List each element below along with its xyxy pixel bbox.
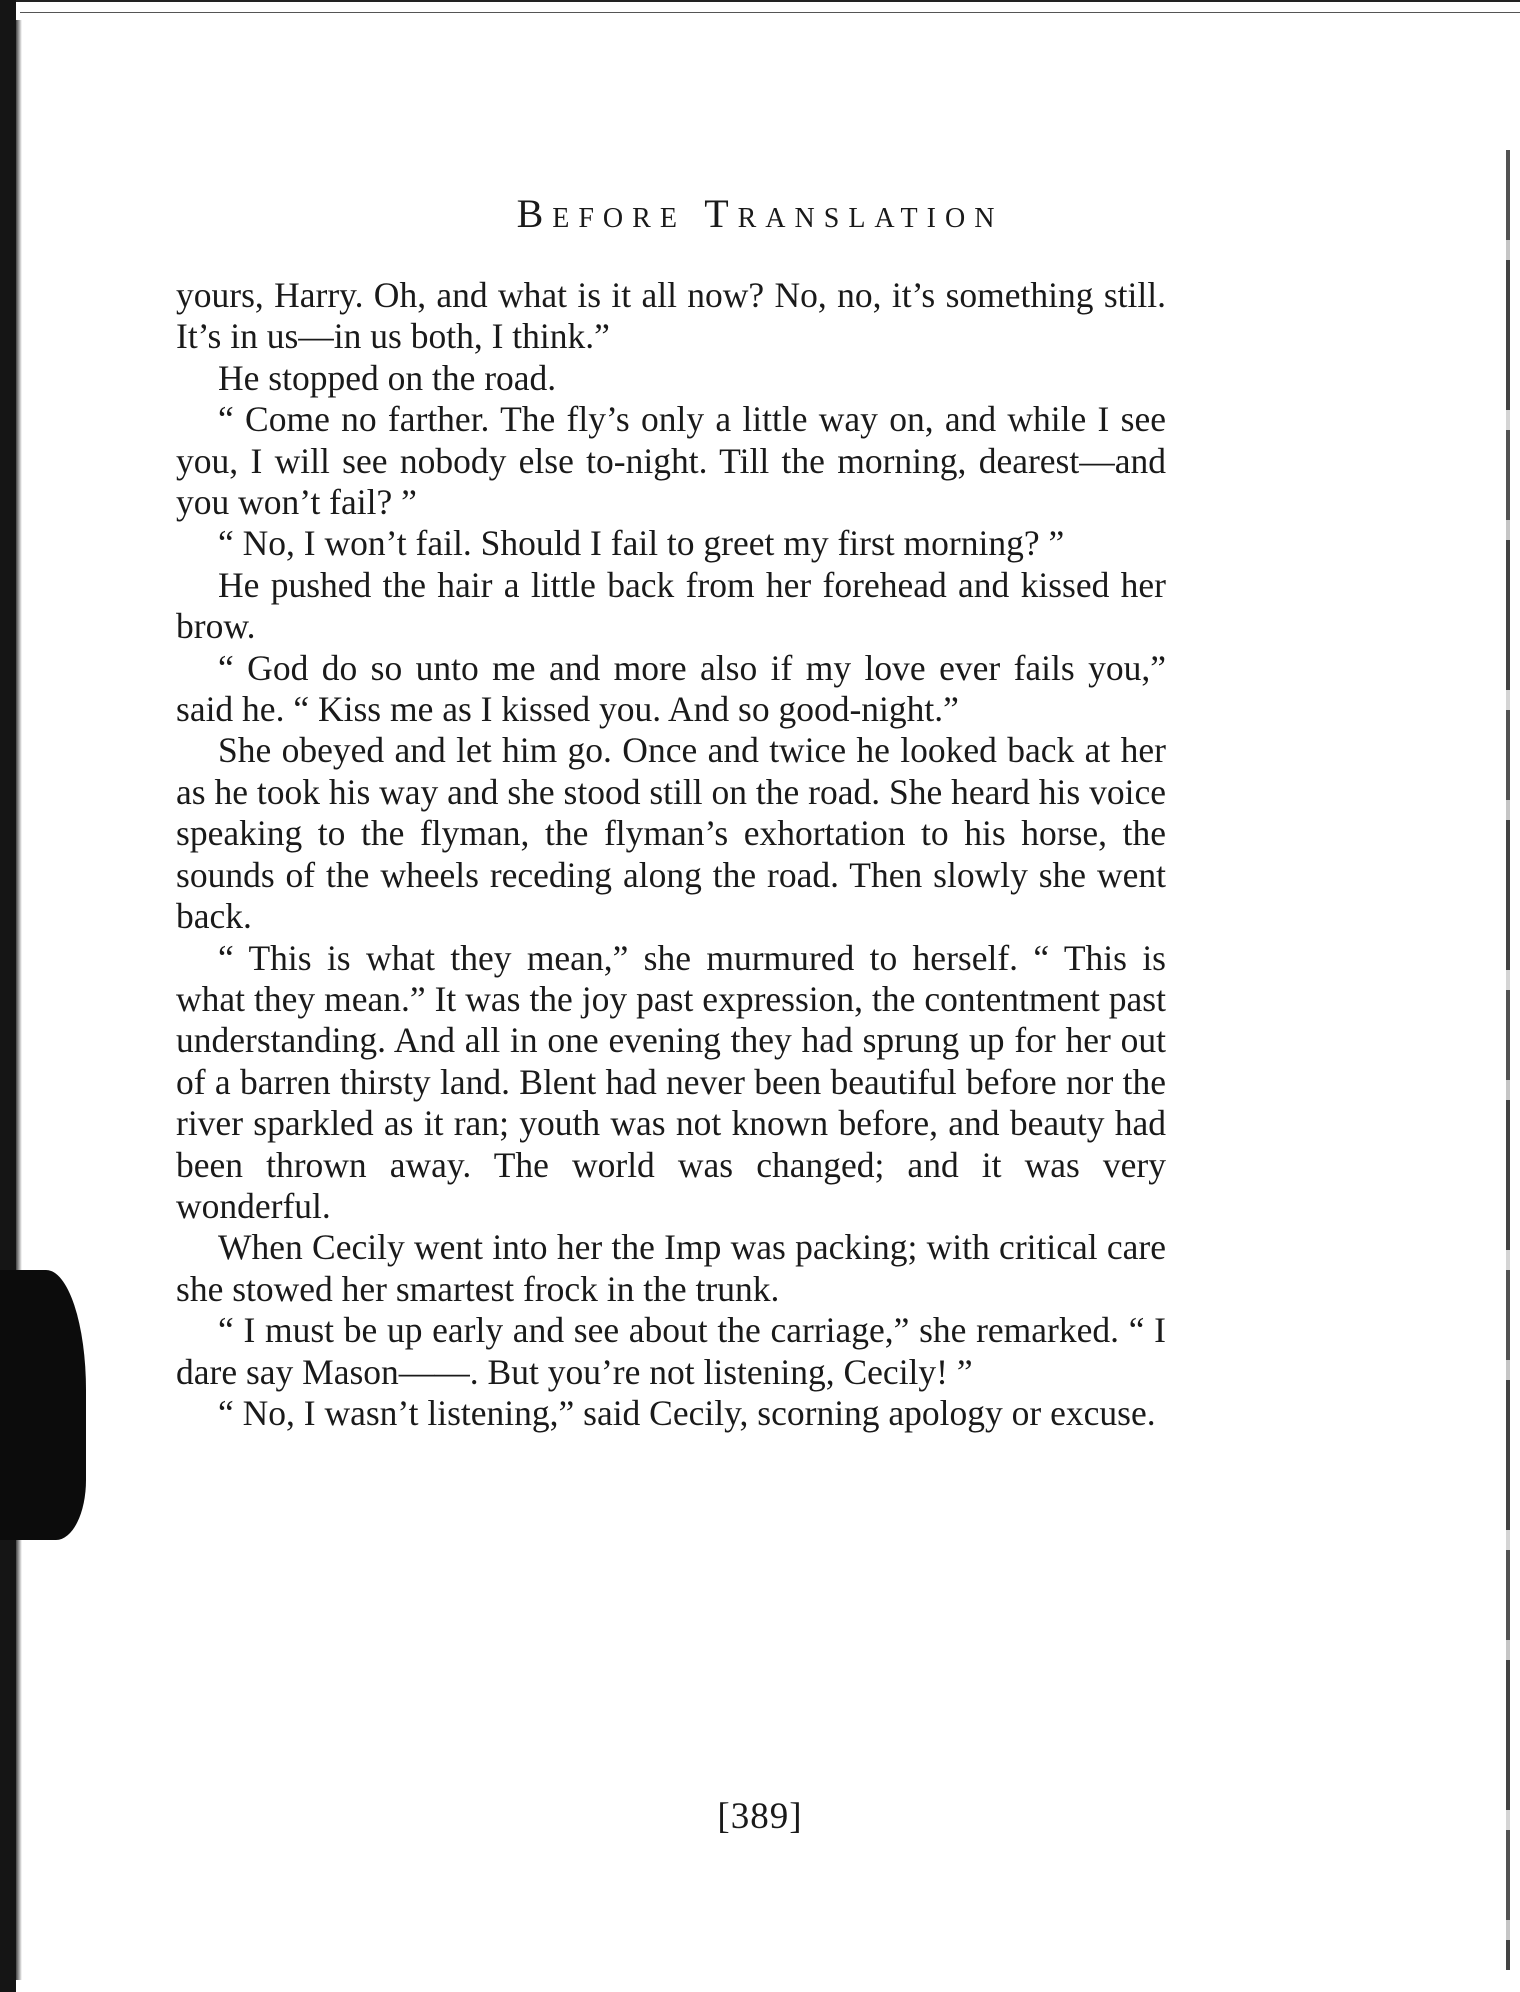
paragraph: “ Come no farther. The fly’s only a little way on, and while I see you, I will see nobody else to-night. Till the morning, dearest—and you won’t fail? ” xyxy=(176,399,1166,523)
paragraph: “ No, I wasn’t listening,” said Cecily, scorning apology or excuse. xyxy=(218,1392,1156,1433)
paragraph: He pushed the hair a little back from her forehead and kissed her brow. xyxy=(176,564,1166,647)
running-title xyxy=(0,190,1520,237)
paragraph: When Cecily went into her the Imp was packing; with critical care she stowed her smartest frock in the trunk. xyxy=(176,1227,1166,1309)
paragraph: “ This is what they mean,” she murmured to herself. “ This is what they mean.” It was the joy past expression, the contentment past understanding. And all in one evening they had sprung up for her out of a barren thirsty land. Blent had never been beautiful before nor the river sparkled as it ran; youth was not known before, and beauty had been thrown away. The world was changed; and it was very wonderful. xyxy=(176,937,1166,1226)
scan-left-edge xyxy=(0,0,16,1992)
paragraph: yours, Harry. Oh, and what is it all now? No, no, it’s something still. It’s in us—in us both, I think.” xyxy=(176,275,1166,357)
paragraph: She obeyed and let him go. Once and twice he looked back at her as he took his way and she stood still on the road. She heard his voice speaking to the flyman, the flyman’s exhortation to his horse, the sounds of the wheels receding along the road. Then slowly she went back. xyxy=(176,730,1166,937)
scan-binding-tab xyxy=(0,1270,86,1540)
scan-left-shadow xyxy=(16,20,22,1980)
page-number: [389] xyxy=(717,1796,803,1837)
body-text xyxy=(176,275,1166,1434)
running-title-text: Before Translation xyxy=(516,191,1004,236)
paragraph: “ I must be up early and see about the carriage,” she remarked. “ I dare say Mason——. But you’re not listening, Cecily! ” xyxy=(176,1310,1166,1392)
paragraph: “ God do so unto me and more also if my love ever fails you,” said he. “ Kiss me as I kissed you. And so good-night.” xyxy=(176,647,1166,730)
scan-top-edge xyxy=(0,0,1520,8)
paragraph: “ No, I won’t fail. Should I fail to greet my first morning? ” xyxy=(218,523,1065,564)
scan-right-edge xyxy=(1506,150,1510,1970)
paragraph: He stopped on the road. xyxy=(218,357,557,398)
scan-top-line xyxy=(20,12,1520,13)
